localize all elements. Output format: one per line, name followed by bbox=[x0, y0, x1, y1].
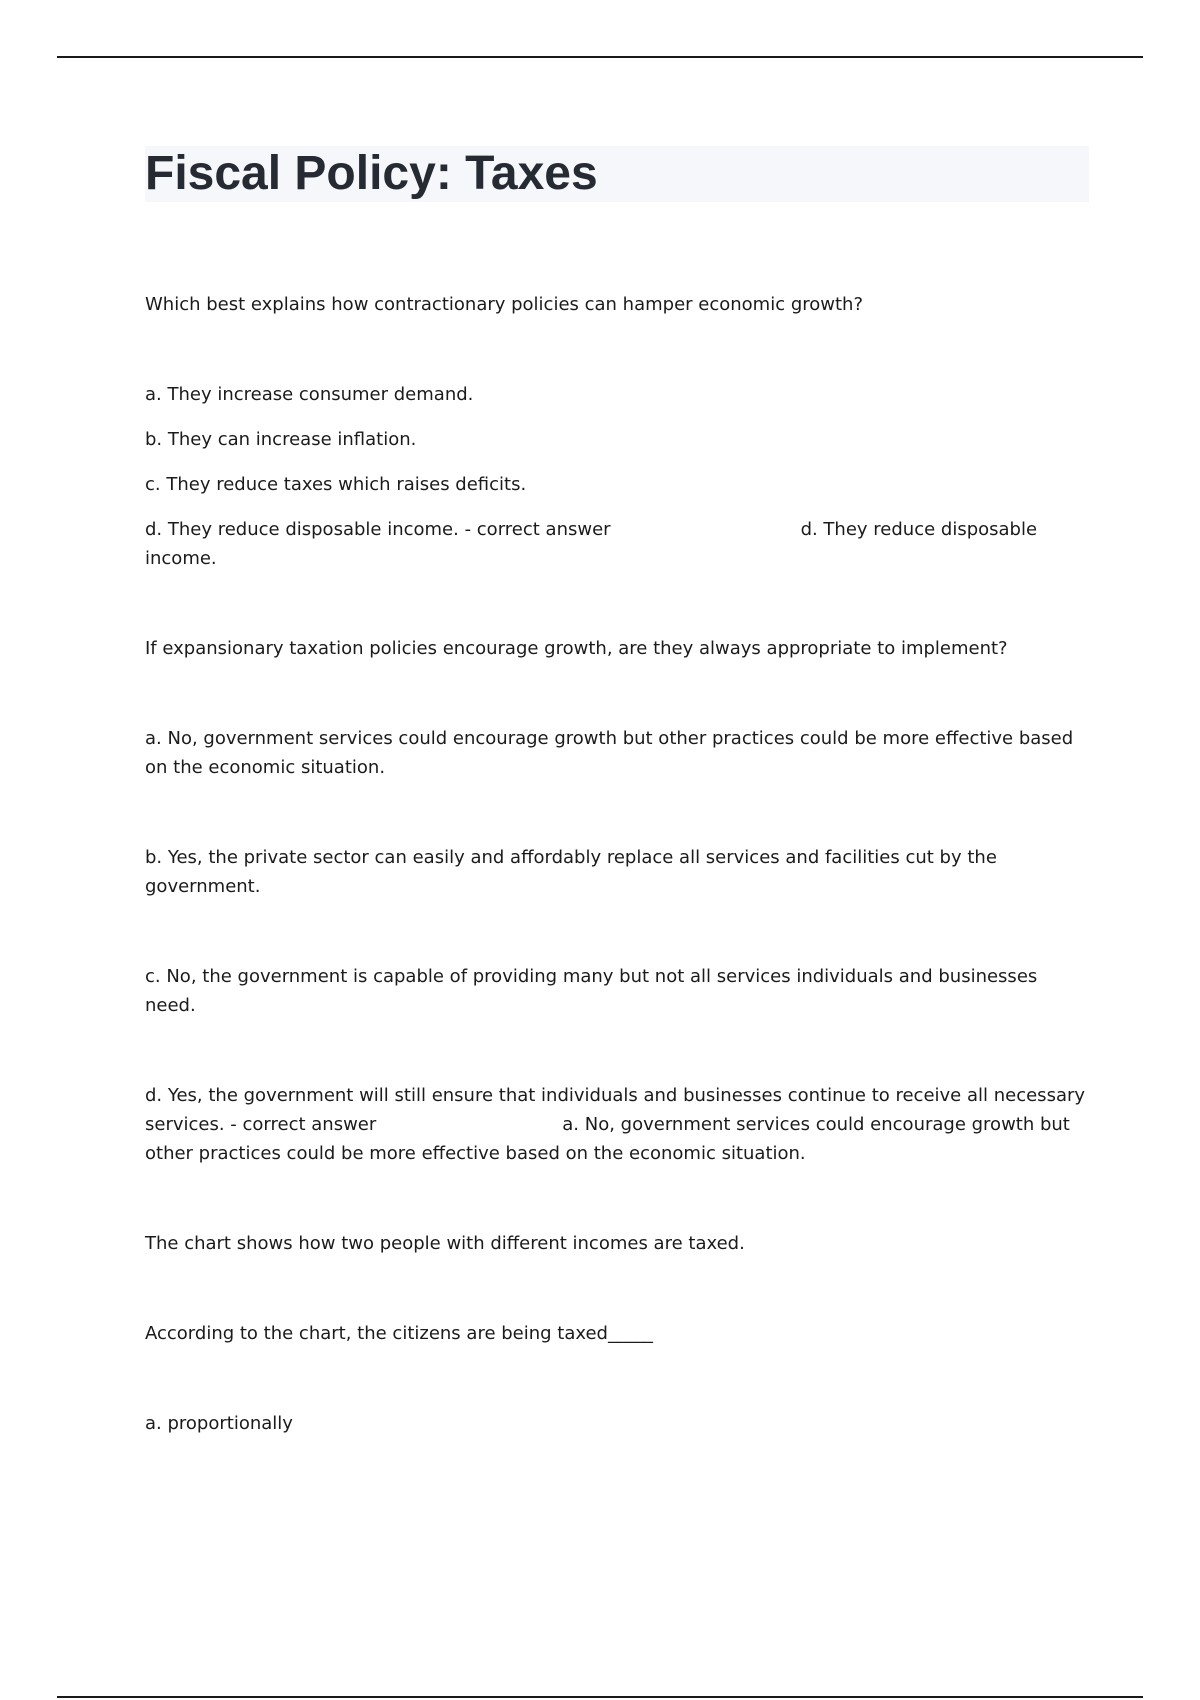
page-title: Fiscal Policy: Taxes bbox=[145, 147, 598, 200]
document-body bbox=[145, 290, 1089, 1438]
q1-option-c: c. They reduce taxes which raises deficits. bbox=[145, 474, 527, 495]
q1-option-a: a. They increase consumer demand. bbox=[145, 384, 474, 405]
q2-answer-start: a. No, government services could encourage growth but bbox=[562, 1114, 1070, 1135]
q2-option-d bbox=[145, 1081, 1089, 1168]
header-rule bbox=[57, 56, 1143, 58]
footer-rule bbox=[57, 1696, 1143, 1698]
question-3: According to the chart, the citizens are being taxed_____ bbox=[145, 1323, 653, 1344]
q1-option-d-text: d. They reduce disposable income. - correct answer bbox=[145, 519, 611, 540]
q2-option-a: a. No, government services could encourage growth but other practices could be more effective based on the economic situation. bbox=[145, 728, 1074, 778]
q2-option-c: c. No, the government is capable of providing many but not all services individuals and businesses need. bbox=[145, 966, 1038, 1016]
question-2: If expansionary taxation policies encourage growth, are they always appropriate to implement? bbox=[145, 638, 1008, 659]
q2-option-d-text: d. Yes, the government will still ensure that individuals and businesses continue to receive all necessary services. - correct answer bbox=[145, 1085, 1086, 1135]
q1-answer-end: income. bbox=[145, 548, 217, 569]
q2-option-b: b. Yes, the private sector can easily and affordably replace all services and facilities cut by the government. bbox=[145, 847, 997, 897]
q1-answer-start: d. They reduce disposable bbox=[800, 519, 1038, 540]
q3-option-a: a. proportionally bbox=[145, 1413, 293, 1434]
question-3-intro: The chart shows how two people with different incomes are taxed. bbox=[145, 1233, 745, 1254]
q2-answer-end: other practices could be more effective based on the economic situation. bbox=[145, 1143, 806, 1164]
question-1: Which best explains how contractionary policies can hamper economic growth? bbox=[145, 294, 864, 315]
q1-option-b: b. They can increase inflation. bbox=[145, 429, 417, 450]
q1-option-d bbox=[145, 515, 1089, 573]
